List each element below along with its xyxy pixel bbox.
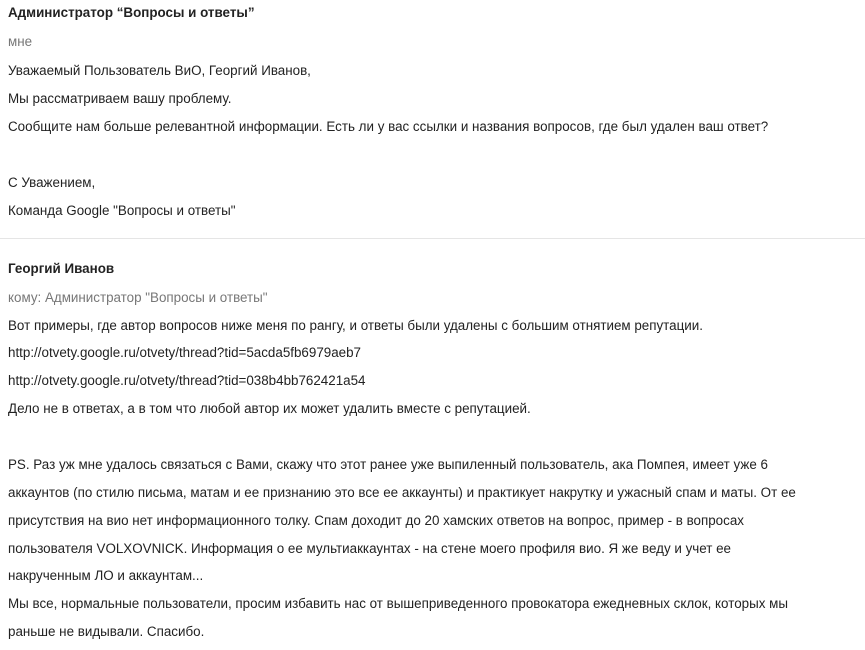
message-body-line: пользователя VOLXOVNICK. Информация о ее мультиаккаунтах - на стене моего профиля вио. Я же веду и учет ее (8, 541, 731, 556)
message-recipient[interactable]: кому: Администратор "Вопросы и ответы" (8, 290, 268, 305)
message-link[interactable]: http://otvety.google.ru/otvety/thread?tid=5acda5fb6979aeb7 (8, 345, 362, 360)
message-body-line: Мы рассматриваем вашу проблему. (8, 91, 232, 106)
message-body-line: Дело не в ответах, а в том что любой автор их может удалить вместе с репутацией. (8, 401, 531, 416)
message-link[interactable]: http://otvety.google.ru/otvety/thread?tid=038b4bb762421a54 (8, 373, 366, 388)
message-divider (0, 238, 865, 239)
message-body-line: Вот примеры, где автор вопросов ниже меня по рангу, и ответы были удалены с большим отнятием репутации. (8, 318, 703, 333)
message-body-line: PS. Раз уж мне удалось связаться с Вами, скажу что этот ранее уже выпиленный пользователь, ака Помпея, имеет уже 6 (8, 457, 768, 472)
message-body-line: Сообщите нам больше релевантной информации. Есть ли у вас ссылки и названия вопросов, где был удален ваш ответ? (8, 119, 769, 134)
message-body-line: Команда Google "Вопросы и ответы" (8, 203, 236, 218)
message-body-line: присутствия на вио нет информационного толку. Спам доходит до 20 хамских ответов на вопрос, пример - в вопросах (8, 513, 744, 528)
message-recipient[interactable]: мне (8, 34, 33, 49)
message-sender[interactable]: Администратор “Вопросы и ответы” (8, 5, 255, 20)
message-body-line: С Уважением, (8, 175, 96, 190)
message-body-line: Уважаемый Пользователь ВиО, Георгий Иванов, (8, 63, 311, 78)
message-body-line: раньше не видывали. Спасибо. (8, 624, 205, 639)
message-body-line: аккаунтов (по стилю письма, матам и ее признанию это все ее аккаунты) и практикует накрутку и ужасный спам и маты. От ее (8, 485, 796, 500)
message-sender[interactable]: Георгий Иванов (8, 261, 115, 276)
message-body-line: накрученным ЛО и аккаунтам... (8, 568, 204, 583)
message-body-line: Мы все, нормальные пользователи, просим избавить нас от вышеприведенного провокатора ежедневных склок, которых мы (8, 596, 788, 611)
